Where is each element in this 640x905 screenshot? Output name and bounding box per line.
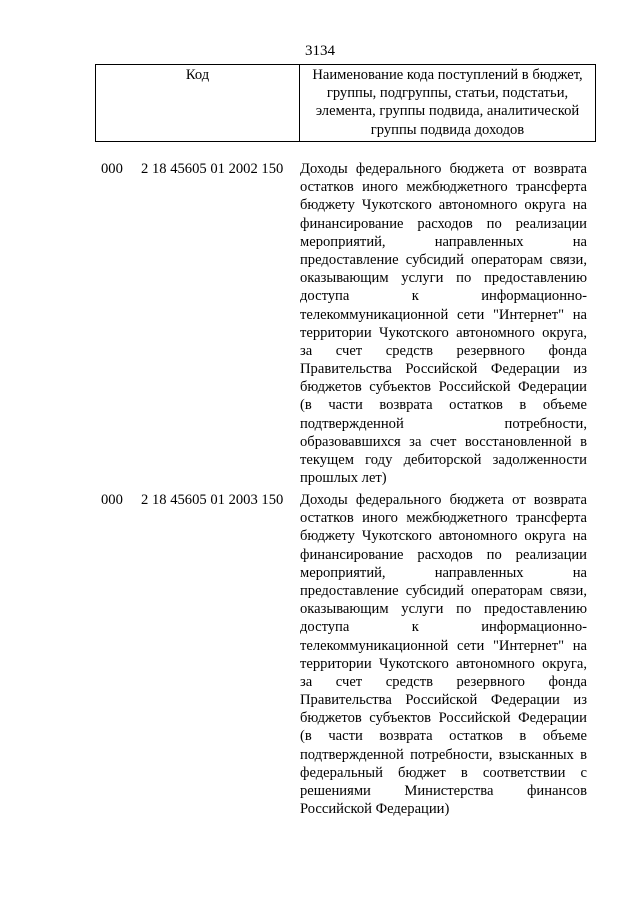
description-line: бюджету Чукотского автономного округа на [300,528,587,545]
budget-code: 2 18 45605 01 2002 150 [141,161,284,177]
description-line: образовавшихся за счет восстановленной в [300,433,587,450]
header-name-line: элемента, группы подвида, аналитической [315,103,580,120]
description-line: бюджетов субъектов Российской Федерации [300,379,587,396]
header-name-cell [300,65,596,142]
description-line: оказывающим услуги по предоставлению [300,601,587,618]
description-line: финансирование расходов по реализации [300,215,587,232]
description-line: предоставление субсидий операторам связи, [300,582,587,599]
description-line: бюджетов субъектов Российской Федерации [300,710,587,727]
description-line: (в части возврата остатков в объеме [300,728,587,745]
description-line: за счет средств резервного фонда [300,673,587,690]
description-line: Правительства Российской Федерации из [300,361,587,378]
description-line: телекоммуникационной сети "Интернет" на [300,306,587,323]
description-line: остатков иного межбюджетного трансферта [300,179,587,196]
description-line: мероприятий, направленных на [300,233,587,250]
header-table [95,64,596,142]
description-line: текущем году дебиторской задолженности [300,452,587,468]
description-line: федеральный бюджет в соответствии с [300,764,587,781]
budget-code: 2 18 45605 01 2003 150 [141,492,284,508]
description-line: доступа к информационно- [300,288,587,305]
admin-code: 000 [101,492,123,508]
description-line: бюджету Чукотского автономного округа на [300,197,587,214]
header-name-line: группы, подгруппы, статьи, подстатьи, [326,85,569,102]
page-number: 3134 [305,43,335,59]
description-line: Правительства Российской Федерации из [300,692,587,709]
description-line: решениями Министерства финансов [300,783,587,799]
description-line: (в части возврата остатков в объеме [300,397,587,414]
description-line: Доходы федерального бюджета от возврата [300,492,587,508]
header-name-line: Наименование кода поступлений в бюджет, [312,67,583,83]
description-line: мероприятий, направленных на [300,564,587,581]
description-line: Доходы федерального бюджета от возврата [300,161,587,177]
description-line: прошлых лет) [300,470,387,487]
header-code-label: Код [185,67,210,83]
description-line: финансирование расходов по реализации [300,546,587,563]
entry-description [300,491,587,818]
description-line: подтвержденной потребности, взысканных в [300,746,587,763]
description-line: оказывающим услуги по предоставлению [300,270,587,287]
description-line: Российской Федерации) [300,801,450,818]
entry-description [300,160,587,487]
description-line: доступа к информационно- [300,619,587,636]
description-line: подтвержденной потребности, [300,415,587,432]
description-line: телекоммуникационной сети "Интернет" на [300,637,587,654]
description-line: предоставление субсидий операторам связи, [300,251,587,268]
description-line: территории Чукотского автономного округа, [300,655,587,672]
header-name-line: группы подвида доходов [370,121,525,138]
description-line: остатков иного межбюджетного трансферта [300,510,587,527]
header-code-cell [96,65,300,142]
description-line: за счет средств резервного фонда [300,342,587,359]
description-line: территории Чукотского автономного округа, [300,324,587,341]
admin-code: 000 [101,161,123,177]
